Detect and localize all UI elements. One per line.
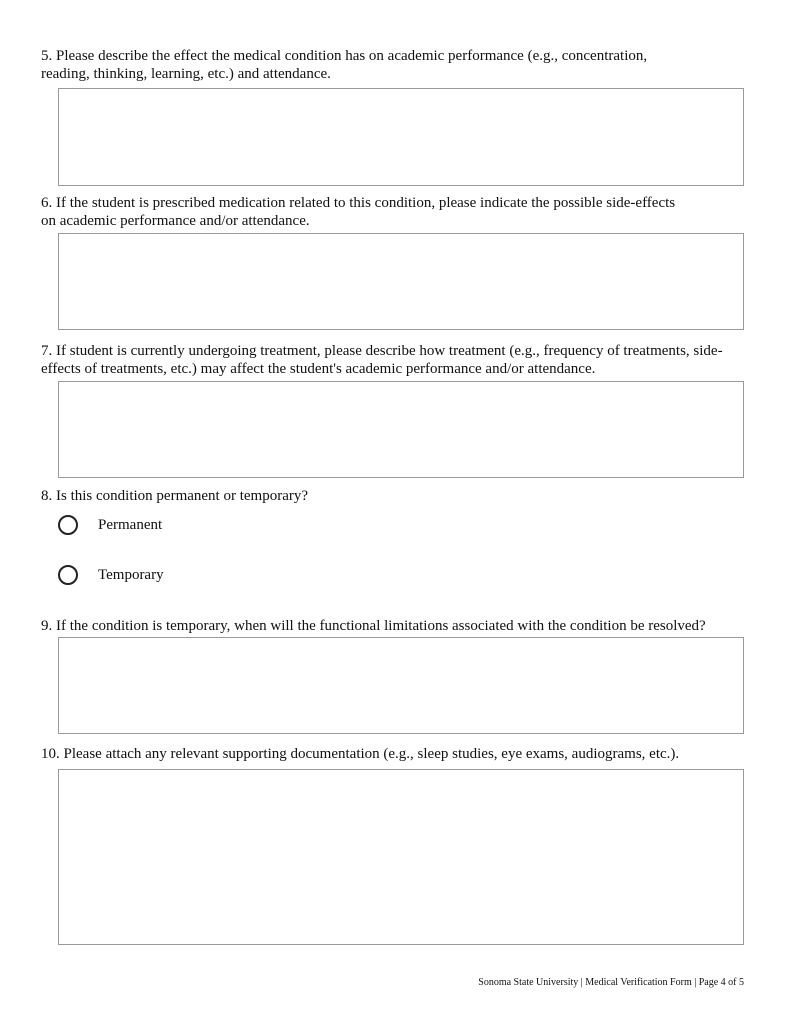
question-7-text-line-1: 7. If student is currently undergoing treatment, please describe how treatment (e.g., frequency of treatments, side- <box>41 343 723 359</box>
permanent-radio-button[interactable] <box>58 515 78 535</box>
question-5-answer-field[interactable] <box>58 88 744 186</box>
question-5-text-line-1: 5. Please describe the effect the medical condition has on academic performance (e.g., concentration, <box>41 48 648 64</box>
temporary-radio-button[interactable] <box>58 565 78 585</box>
question-7-text-line-2: effects of treatments, etc.) may affect the student's academic performance and/or attendance. <box>41 361 596 377</box>
question-8 <box>41 487 761 505</box>
question-10-attachment-field[interactable] <box>58 769 744 945</box>
question-7-answer-field[interactable] <box>58 381 744 478</box>
question-6 <box>41 194 761 230</box>
question-5-text-line-2: reading, thinking, learning, etc.) and attendance. <box>41 66 331 82</box>
question-9 <box>41 617 761 635</box>
question-6-text-line-1: 6. If the student is prescribed medication related to this condition, please indicate the possible side-effects <box>41 195 676 211</box>
question-9-answer-field[interactable] <box>58 637 744 734</box>
radio-option-temporary[interactable] <box>58 563 164 587</box>
question-10-text-line-1: 10. Please attach any relevant supporting documentation (e.g., sleep studies, eye exams, audiograms, etc.). <box>41 746 680 762</box>
question-5 <box>41 47 761 83</box>
temporary-label: Temporary <box>98 566 164 583</box>
radio-option-permanent[interactable] <box>58 513 162 537</box>
question-7 <box>41 342 761 378</box>
page-footer: Sonoma State University | Medical Verification Form | Page 4 of 5 <box>478 977 744 988</box>
question-8-text-line-1: 8. Is this condition permanent or temporary? <box>41 488 309 504</box>
question-6-text-line-2: on academic performance and/or attendance. <box>41 213 310 229</box>
question-6-answer-field[interactable] <box>58 233 744 330</box>
permanent-label: Permanent <box>98 516 163 533</box>
question-9-text-line-1: 9. If the condition is temporary, when will the functional limitations associated with the condition be resolved? <box>41 618 706 634</box>
question-10 <box>41 745 761 763</box>
